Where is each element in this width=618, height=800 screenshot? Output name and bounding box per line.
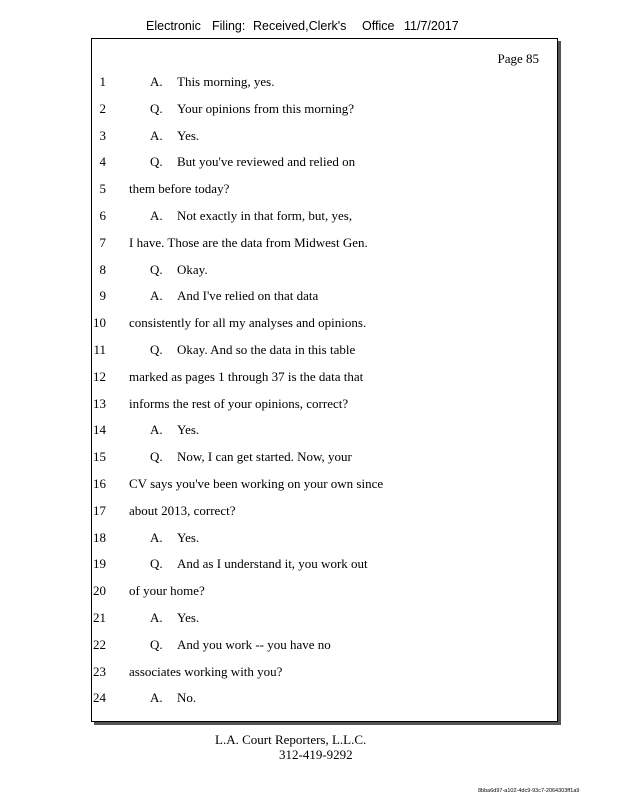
line-text: And you work -- you have no	[177, 636, 331, 652]
transcript-line	[82, 288, 522, 306]
line-number: 22	[93, 636, 106, 652]
header-word-office: Office	[362, 19, 395, 33]
line-number: 19	[93, 556, 106, 572]
speaker-label: Q.	[150, 556, 163, 572]
transcript-line	[82, 342, 522, 360]
line-text: them before today?	[129, 181, 230, 197]
transcript-line	[82, 637, 522, 655]
line-number: 8	[99, 261, 106, 277]
line-number: 16	[93, 476, 106, 491]
line-text: marked as pages 1 through 37 is the data that	[129, 368, 364, 384]
document-id: 8bba6d97-a102-4dc9-93c7-2064303ff1a9	[478, 788, 580, 794]
line-text: Yes.	[177, 127, 200, 143]
transcript-page	[91, 38, 558, 722]
transcript-line	[82, 664, 522, 682]
speaker-label: Q.	[150, 261, 163, 277]
line-text: about 2013, correct?	[129, 502, 236, 518]
line-text: But you've reviewed and relied on	[177, 154, 356, 170]
transcript-line	[82, 396, 522, 414]
header-word-filing: Filing:	[212, 19, 246, 33]
line-text: Okay.	[177, 261, 208, 277]
line-text: informs the rest of your opinions, correct?	[129, 395, 349, 411]
line-number: 6	[99, 208, 106, 223]
transcript-line	[82, 315, 522, 333]
line-number: 23	[93, 663, 106, 679]
transcript-line	[82, 530, 522, 548]
line-text: Yes.	[177, 529, 200, 545]
line-text: associates working with you?	[129, 663, 283, 679]
transcript-line	[82, 503, 522, 521]
line-text: And as I understand it, you work out	[177, 556, 368, 572]
line-number: 18	[93, 529, 106, 545]
speaker-label: A.	[150, 288, 163, 304]
page-number: Page 85	[497, 51, 539, 66]
transcript-line	[82, 610, 522, 628]
line-number: 7	[99, 234, 106, 250]
filing-header	[0, 19, 618, 37]
speaker-label: A.	[150, 422, 163, 438]
line-number: 14	[93, 422, 106, 438]
transcript-line	[82, 235, 522, 253]
transcript-line	[82, 74, 522, 92]
line-number: 13	[93, 395, 106, 411]
speaker-label: Q.	[150, 449, 163, 465]
line-number: 17	[93, 502, 106, 518]
line-text: CV says you've been working on your own since	[129, 476, 384, 491]
line-number: 24	[93, 690, 106, 706]
transcript-line	[82, 583, 522, 601]
transcript-line	[82, 208, 522, 226]
line-text: I have. Those are the data from Midwest Gen.	[129, 234, 368, 250]
line-number: 20	[93, 583, 106, 599]
line-number: 3	[99, 127, 106, 143]
transcript-line	[82, 128, 522, 146]
speaker-label: A.	[150, 690, 163, 706]
line-number: 1	[99, 74, 106, 89]
line-number: 15	[93, 449, 106, 465]
line-number: 12	[93, 368, 106, 384]
transcript-line	[82, 262, 522, 280]
speaker-label: A.	[150, 74, 163, 89]
line-number: 5	[99, 181, 106, 197]
line-text: This morning, yes.	[177, 74, 275, 89]
line-text: Not exactly in that form, but, yes,	[177, 208, 353, 223]
speaker-label: Q.	[150, 154, 163, 170]
speaker-label: A.	[150, 208, 163, 223]
transcript-line	[82, 369, 522, 387]
transcript-line	[82, 690, 522, 708]
speaker-label: A.	[150, 610, 163, 625]
transcript-line	[82, 449, 522, 467]
line-text: No.	[177, 690, 197, 706]
transcript-line	[82, 422, 522, 440]
speaker-label: Q.	[150, 100, 163, 116]
transcript-line	[82, 556, 522, 574]
speaker-label: Q.	[150, 636, 163, 652]
line-text: Yes.	[177, 610, 200, 625]
reporter-phone: 312-419-9292	[279, 747, 353, 762]
line-text: consistently for all my analyses and opinions.	[129, 315, 367, 331]
header-word-electronic: Electronic	[146, 19, 201, 33]
line-number: 9	[99, 288, 106, 304]
speaker-label: Q.	[150, 342, 163, 357]
transcript-line	[82, 181, 522, 199]
speaker-label: A.	[150, 529, 163, 545]
line-text: Now, I can get started. Now, your	[177, 449, 352, 465]
line-text: Okay. And so the data in this table	[177, 342, 356, 357]
line-text: of your home?	[129, 583, 205, 599]
header-date: 11/7/2017	[404, 19, 459, 33]
transcript-line	[82, 101, 522, 119]
line-text: And I've relied on that data	[177, 288, 319, 304]
speaker-label: A.	[150, 127, 163, 143]
line-number: 4	[99, 154, 106, 170]
header-word-received: Received,Clerk's	[253, 19, 347, 33]
line-text: Yes.	[177, 422, 200, 438]
line-number: 11	[93, 342, 106, 357]
line-number: 2	[99, 100, 106, 116]
transcript-line	[82, 154, 522, 172]
line-number: 21	[93, 610, 106, 625]
line-number: 10	[93, 315, 106, 331]
transcript-line	[82, 476, 522, 494]
line-text: Your opinions from this morning?	[177, 100, 355, 116]
reporter-company: L.A. Court Reporters, L.L.C.	[215, 732, 367, 747]
